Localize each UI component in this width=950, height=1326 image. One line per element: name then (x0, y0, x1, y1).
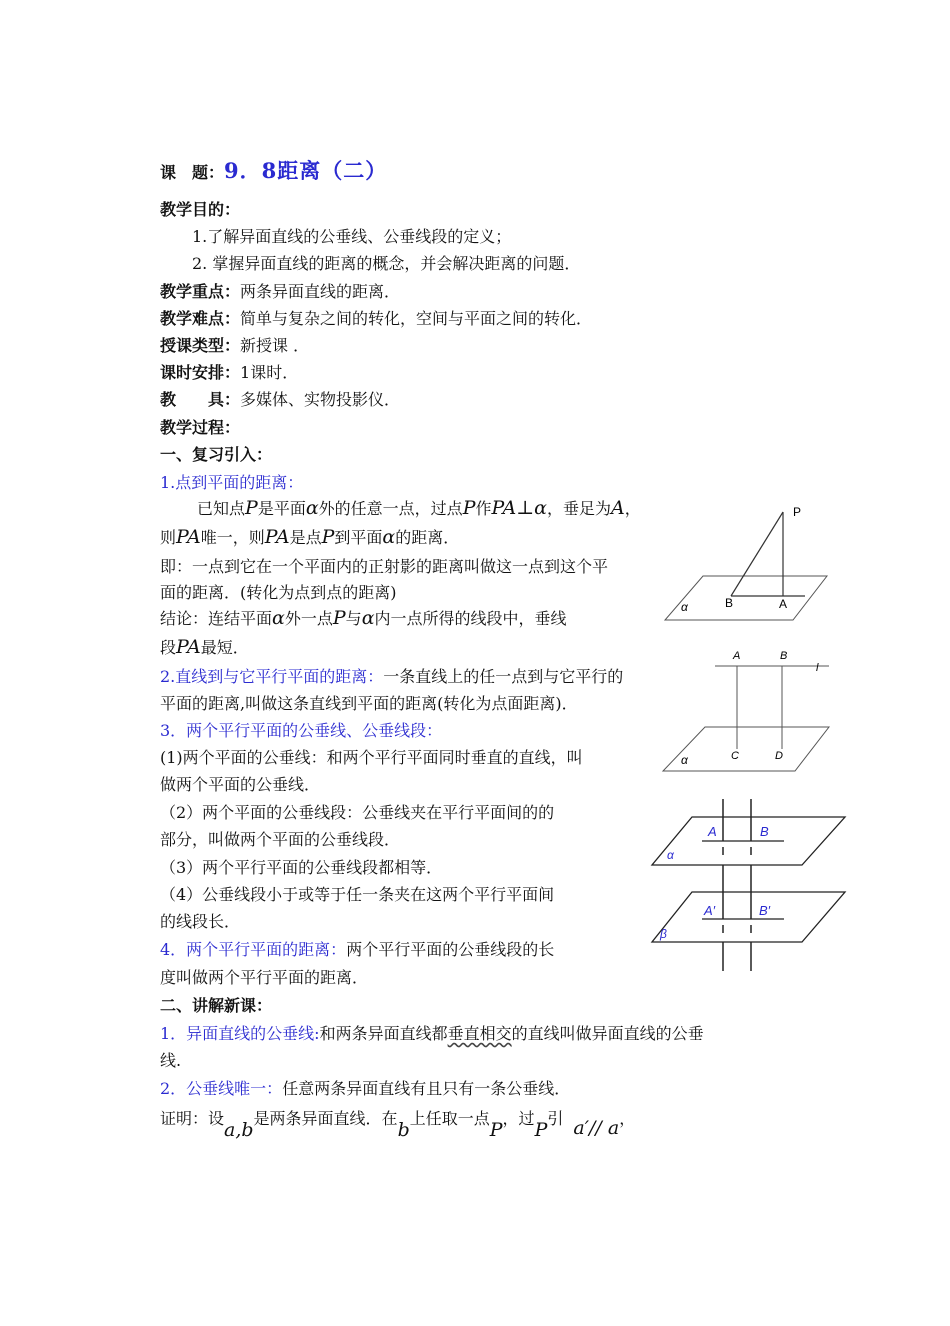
point-plane-line5 (160, 607, 567, 630)
line-plane-heading: 2.直线到与它平行平面的距离： (160, 667, 384, 686)
point-plane-heading: 1.点到平面的距离： (160, 473, 304, 492)
section2-heading: 二、讲解新课： (160, 996, 273, 1015)
meta-label: 课时安排： (160, 363, 241, 382)
text: 作 (475, 499, 492, 518)
text: 与 (345, 609, 362, 628)
text: 是点 (289, 528, 322, 547)
skew-perp-heading: 1．异面直线的公垂线: (160, 1024, 320, 1043)
text: 则 (160, 528, 177, 547)
label-alpha: α (667, 848, 674, 862)
segment-pb (731, 512, 783, 596)
meta-value: 1课时． (240, 363, 299, 382)
common-perp-line1: (1)两个平面的公垂线：和两个平行平面同时垂直的直线，叫 (160, 748, 583, 767)
label-l: l (816, 662, 819, 674)
meta-value: 简单与复杂之间的转化，空间与平面之间的转化． (240, 309, 593, 328)
math-var: α (305, 497, 319, 519)
label-b: B (780, 650, 788, 662)
figure-point-plane (655, 500, 835, 630)
meta-value: 新授课 ． (240, 336, 310, 355)
parallel-planes-line1 (160, 939, 554, 961)
label-a-prime: A′ (704, 903, 716, 918)
text: 内一点所得的线段中，垂线 (374, 609, 567, 628)
point-plane-line1 (197, 497, 641, 520)
text: 一条直线上的任一点到与它平行的 (383, 667, 624, 686)
meta-row-tools (160, 389, 400, 411)
meta-row-difficulty (160, 308, 592, 330)
plane-alpha-shape (663, 727, 829, 771)
math-var: PA (176, 636, 201, 658)
common-perp-line7: 的线段长． (160, 912, 241, 931)
meta-label: 教 具： (160, 390, 241, 409)
common-perp-line6: （4）公垂线段小于或等于任一条夹在这两个平行平面间 (160, 885, 555, 904)
text: 两个平行平面的公垂线段的长 (346, 940, 555, 959)
math-expr: PA⊥α (491, 497, 547, 519)
meta-label: 教学重点： (160, 282, 241, 301)
text: 上任取一点 (409, 1109, 490, 1128)
common-perp-line3: （2）两个平面的公垂线段：公垂线夹在平行平面间的的 (160, 803, 555, 822)
math-var: α (272, 607, 285, 629)
text: 最短． (200, 638, 249, 657)
label-a: A (779, 597, 788, 611)
math-expr: a′// a (573, 1117, 620, 1139)
label-alpha: α (681, 600, 688, 614)
figure-line-plane (655, 645, 835, 775)
meta-row-key-point (160, 281, 400, 303)
text: 唯一，则 (200, 528, 265, 547)
text: ，垂足为 (546, 499, 611, 518)
text: 证明：设 (160, 1109, 225, 1128)
math-var: P (489, 1119, 503, 1141)
label-d: D (775, 750, 783, 762)
objective-item: 2. 掌握异面直线的距离的概念，并会解决距离的问题． (192, 254, 581, 273)
meta-label: 教学难点： (160, 309, 241, 328)
meta-row-type (160, 335, 309, 357)
objectives-heading: 教学目的： (160, 200, 241, 219)
lesson-title-row (160, 160, 387, 184)
text: ， (624, 499, 641, 518)
text: 引 (547, 1109, 564, 1128)
lesson-title: 9．8距离（二） (224, 158, 388, 183)
text: 的直线叫做异面直线的公垂 (511, 1024, 704, 1043)
point-plane-line6 (160, 636, 249, 659)
meta-label: 授课类型： (160, 336, 241, 355)
common-perp-line2: 做两个平面的公垂线． (160, 775, 321, 794)
text: 已知点 (197, 499, 246, 518)
unique-perp-line (160, 1078, 570, 1100)
point-plane-line2 (160, 526, 459, 549)
label-p: P (793, 505, 802, 519)
label-c: C (731, 750, 739, 762)
label-beta: β (660, 927, 667, 941)
math-var: α (382, 526, 396, 548)
label-b: B (760, 824, 769, 839)
math-var: A (610, 497, 625, 519)
math-var: α (361, 607, 375, 629)
line-plane-line1 (160, 666, 623, 688)
math-var: b (397, 1119, 410, 1141)
meta-value: 多媒体、实物投影仪． (240, 390, 401, 409)
math-var: P (534, 1119, 548, 1141)
figure-parallel-planes (640, 797, 850, 977)
math-var: P (332, 607, 346, 629)
parallel-planes-heading: 4．两个平行平面的距离： (160, 940, 347, 959)
math-var: P (462, 497, 476, 519)
skew-perp-line2: 线. (160, 1051, 182, 1070)
objective-item: 1.了解异面直线的公垂线、公垂线段的定义； (192, 227, 512, 246)
text: 任意两条异面直线有且只有一条公垂线． (282, 1079, 571, 1098)
point-plane-line4: 面的距离．(转化为点到点的距离) (160, 583, 397, 602)
emphasis-text: 垂直相交 (447, 1024, 512, 1043)
plane-beta-shape (652, 892, 845, 942)
point-plane-line3: 即：一点到它在一个平面内的正射影的距离叫做这一点到这个平 (160, 557, 609, 576)
math-var: a,b (224, 1119, 254, 1141)
section1-heading: 一、复习引入： (160, 445, 273, 464)
meta-row-hours (160, 362, 298, 384)
text: 外的任意一点，过点 (318, 499, 463, 518)
label-alpha: α (681, 753, 688, 767)
text: 和两条异面直线都 (319, 1024, 448, 1043)
parallel-planes-line2: 度叫做两个平行平面的距离． (160, 968, 369, 987)
text: 外一点 (284, 609, 333, 628)
text: 的距离． (395, 528, 460, 547)
label-b: B (725, 596, 734, 610)
label-a: A (733, 650, 741, 662)
math-var: P (321, 526, 335, 548)
text: 段 (160, 638, 177, 657)
common-perp-heading: 3．两个平行平面的公垂线、公垂线段： (160, 721, 443, 740)
text: 是平面 (257, 499, 306, 518)
unique-perp-heading: 2．公垂线唯一： (160, 1079, 283, 1098)
lesson-label: 课 题： (160, 163, 225, 182)
label-a: A (708, 824, 717, 839)
skew-perp-line1 (160, 1023, 704, 1045)
proof-line (160, 1107, 635, 1147)
common-perp-line4: 部分，叫做两个平面的公垂线段． (160, 830, 401, 849)
meta-value: 两条异面直线的距离． (240, 282, 401, 301)
math-var: PA (176, 526, 201, 548)
common-perp-line5: （3）两个平行平面的公垂线段都相等． (160, 858, 443, 877)
text: 结论：连结平面 (160, 609, 273, 628)
process-heading: 教学过程： (160, 418, 241, 437)
text: 是两条异面直线．在 (253, 1109, 398, 1128)
text: 到平面 (334, 528, 383, 547)
label-b-prime: B′ (759, 903, 771, 918)
text: ， (619, 1109, 636, 1128)
line-plane-line2: 平面的距离,叫做这条直线到平面的距离(转化为点面距离)． (160, 694, 578, 713)
text: ，过 (502, 1109, 535, 1128)
math-var: P (245, 497, 258, 519)
math-var: PA (264, 526, 290, 548)
plane-alpha-shape (665, 576, 827, 620)
